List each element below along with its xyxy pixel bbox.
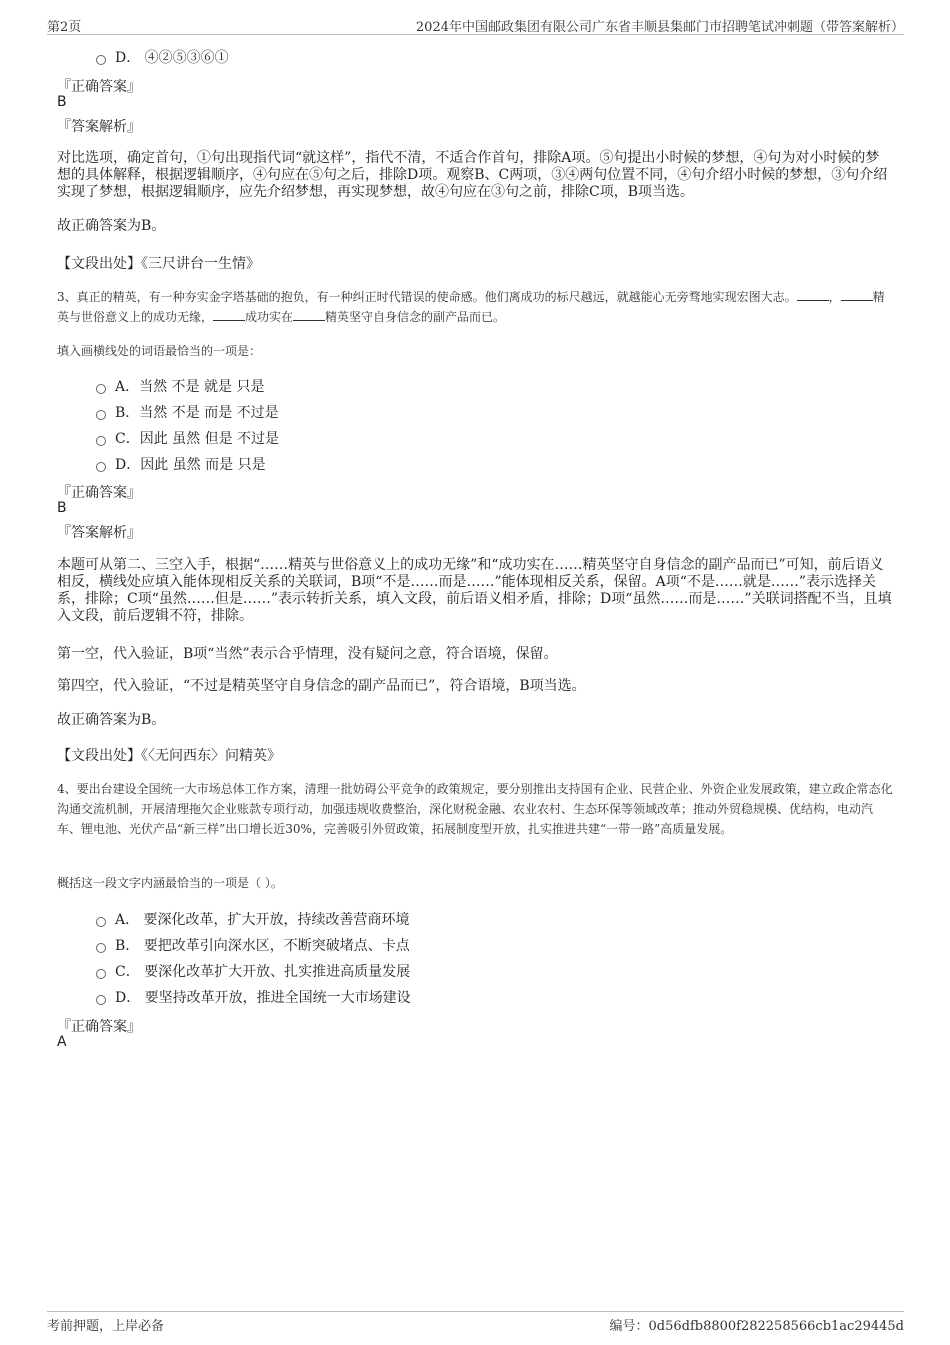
document-id: 编号：0d56dfb8800f282258566cb1ac29445d — [609, 1319, 904, 1334]
q2-source: 【文段出处】《三尺讲台一生情》 — [57, 256, 260, 272]
radio-icon[interactable] — [96, 462, 106, 472]
blank-line — [797, 288, 829, 301]
radio-icon[interactable] — [96, 917, 106, 927]
radio-icon[interactable] — [96, 410, 106, 420]
option-text: B． 要把改革引向深水区，不断突破堵点、卡点 — [115, 938, 410, 954]
page-header — [47, 14, 904, 35]
q2-correct-label: 『正确答案』 — [57, 79, 141, 95]
q4-prompt: 概括这一段文字内涵最恰当的一项是（ ）。 — [57, 876, 283, 890]
option-text: C．因此 虽然 但是 不过是 — [115, 431, 280, 447]
q3-correct-label: 『正确答案』 — [57, 485, 141, 501]
q3-option-b[interactable] — [96, 402, 279, 422]
q2-analysis-label: 『答案解析』 — [57, 119, 141, 135]
q2-correct-answer: B — [57, 94, 67, 110]
radio-icon[interactable] — [96, 969, 106, 979]
q4-stem: 4、要出台建设全国统一大市场总体工作方案，清理一批妨碍公平竞争的政策规定，要分别推出支持国有企业、民营企业、外资企业发展政策，建立政企常态化沟通交流机制，开展清理拖欠企业账款专项行动，加强违规收费整治，深化财税金融、农业农村、生态环保等领域改革；推动外贸稳规模、优结构，电动汽车、锂电池、光伏产品“新三样”出口增长近30%，完善吸引外贸政策，拓展制度型开放，扎实推进共建“一带一路”高质量发展。 — [57, 782, 893, 836]
option-text: D． ④②⑤③⑥① — [115, 50, 229, 66]
blank-line — [293, 308, 325, 321]
q4-correct-label: 『正确答案』 — [57, 1019, 141, 1035]
q3-analysis-text: 本题可从第二、三空入手，根据“……精英与世俗意义上的成功无缘”和“成功实在……精英坚守自身信念的副产品而已”可知，前后语义相反，横线处应填入能体现相反关系的关联词，B项“不是……而是……”能体现相反关系，保留。A项“不是……就是……”表示选择关系，排除；C项“虽然……但是……”表示转折关系，填入文段，前后语义相矛盾，排除；D项“虽然……而是……”关联词搭配不当，且填入文段，前后逻辑不符，排除。 — [57, 557, 892, 624]
q3-stem: 3、真正的精英，有一种夯实金字塔基础的抱负，有一种纠正时代错误的使命感。他们离成功的标尺越远，就越能心无旁骛地实现宏图大志。 ， 精英与世俗意义上的成功无缘， 成功实在 精英坚守自身信念的副产品而已。 — [57, 290, 885, 324]
q3-conclusion: 故正确答案为B。 — [57, 712, 166, 728]
page-footer — [47, 1311, 904, 1336]
q4-correct-answer: A — [57, 1034, 67, 1050]
radio-icon[interactable] — [96, 943, 106, 953]
page-number: 第2页 — [47, 20, 82, 35]
q3-analysis-fourth-blank: 第四空，代入验证，“不过是精英坚守自身信念的副产品而已”，符合语境，B项当选。 — [57, 678, 586, 694]
option-text: A． 要深化改革，扩大开放，持续改善营商环境 — [115, 912, 410, 928]
q2-analysis-text: 对比选项，确定首句，①句出现指代词“就这样”，指代不清，不适合作首句，排除A项。⑤句提出小时候的梦想，④句为对小时候的梦想的具体解释，根据逻辑顺序，④句应在⑤句之后，排除D项。观察B、C两项，③④两句位置不同，④句介绍小时候的梦想，③句介绍实现了梦想，根据逻辑顺序，应先介绍梦想，再实现梦想，故④句应在③句之前，排除C项，B项当选。 — [57, 150, 888, 200]
option-text: D．因此 虽然 而是 只是 — [115, 457, 266, 473]
q3-prompt: 填入画横线处的词语最恰当的一项是： — [57, 344, 262, 358]
option-text: B．当然 不是 而是 不过是 — [115, 405, 279, 421]
option-text: C． 要深化改革扩大开放、扎实推进高质量发展 — [115, 964, 411, 980]
q3-correct-answer: B — [57, 500, 67, 516]
radio-icon[interactable] — [96, 384, 106, 394]
radio-icon[interactable] — [96, 995, 106, 1005]
q2-conclusion: 故正确答案为B。 — [57, 218, 166, 234]
q3-option-d[interactable] — [96, 454, 266, 474]
document-title: 2024年中国邮政集团有限公司广东省丰顺县集邮门市招聘笔试冲刺题（带答案解析） — [415, 20, 904, 35]
q2-option-d[interactable] — [96, 47, 229, 67]
q4-option-c[interactable] — [96, 961, 410, 981]
radio-icon[interactable] — [96, 436, 106, 446]
radio-icon[interactable] — [96, 55, 106, 65]
q3-analysis-first-blank: 第一空，代入验证，B项“当然”表示合乎情理，没有疑问之意，符合语境，保留。 — [57, 646, 558, 662]
q3-option-a[interactable] — [96, 376, 264, 396]
blank-line — [213, 308, 245, 321]
q3-source: 【文段出处】《〈无问西东〉问精英》 — [57, 748, 281, 764]
footer-slogan: 考前押题，上岸必备 — [47, 1319, 165, 1334]
option-text: D． 要坚持改革开放，推进全国统一大市场建设 — [115, 990, 411, 1006]
q4-option-b[interactable] — [96, 935, 410, 955]
q4-option-a[interactable] — [96, 909, 410, 929]
blank-line — [841, 288, 873, 301]
q3-analysis-label: 『答案解析』 — [57, 525, 141, 541]
option-text: A．当然 不是 就是 只是 — [115, 379, 265, 395]
q4-option-d[interactable] — [96, 987, 411, 1007]
q3-option-c[interactable] — [96, 428, 279, 448]
